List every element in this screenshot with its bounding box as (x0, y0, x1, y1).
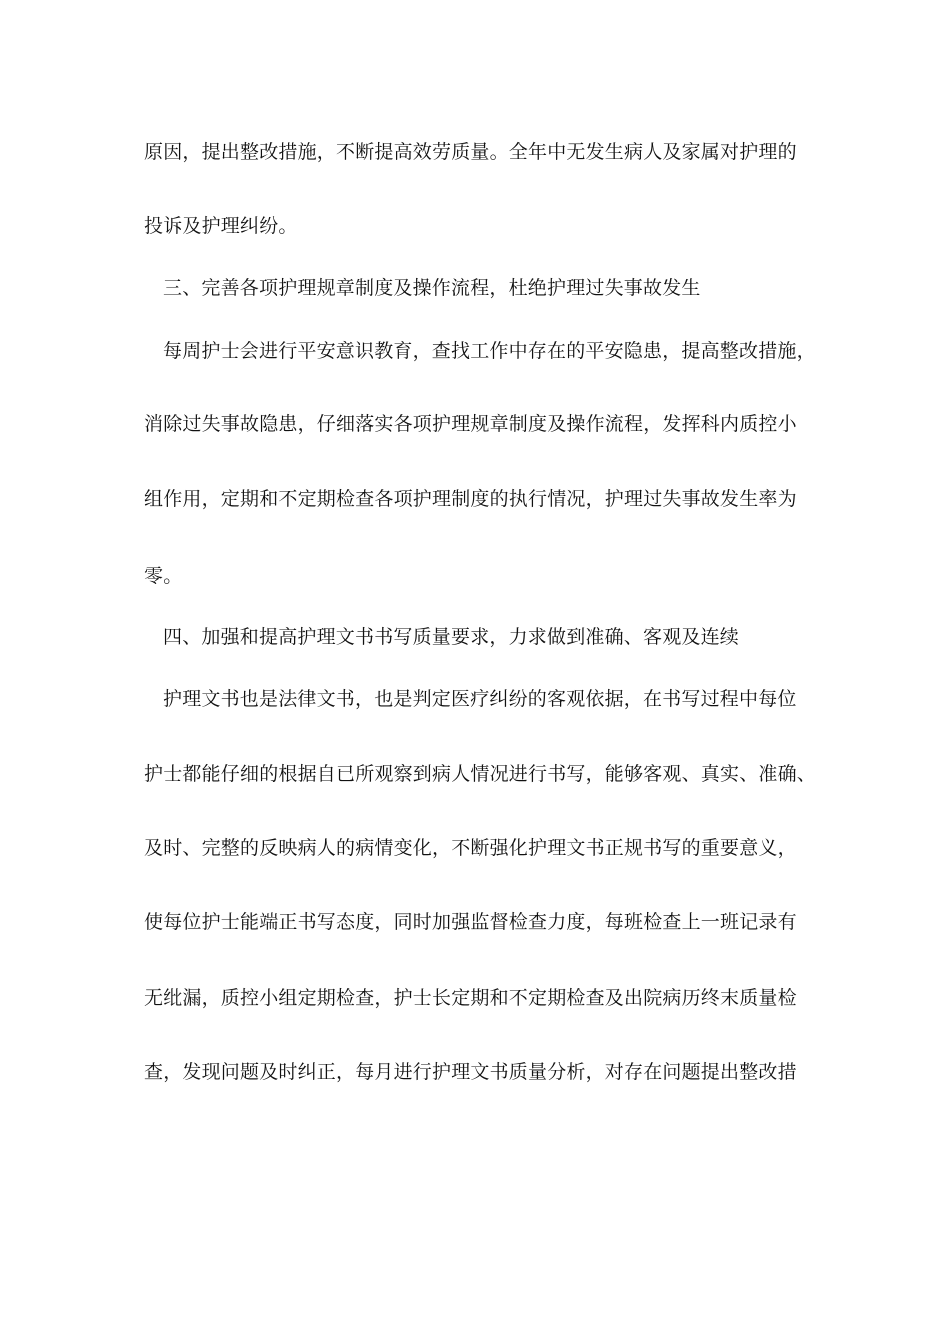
section-heading-3: 三、完善各项护理规章制度及操作流程，杜绝护理过失事故发生 (163, 277, 701, 299)
paragraph-line: 护士都能仔细的根据自已所观察到病人情况进行书写，能够客观、真实、准确、 (144, 763, 817, 785)
paragraph-line: 查，发现问题及时纠正，每月进行护理文书质量分析，对存在问题提出整改措 (144, 1061, 797, 1083)
paragraph-line: 护理文书也是法律文书，也是判定医疗纠纷的客观依据，在书写过程中每位 (163, 688, 797, 710)
paragraph-line: 使每位护士能端正书写态度，同时加强监督检查力度，每班检查上一班记录有 (144, 911, 797, 933)
paragraph-line: 及时、完整的反映病人的病情变化，不断强化护理文书正规书写的重要意义， (144, 837, 797, 859)
paragraph-line: 组作用，定期和不定期检查各项护理制度的执行情况，护理过失事故发生率为 (144, 488, 797, 510)
paragraph-line: 零。 (144, 565, 183, 587)
paragraph-line: 每周护士会进行平安意识教育，查找工作中存在的平安隐患，提高整改措施， (163, 340, 816, 362)
paragraph-line: 原因，提出整改措施，不断提高效劳质量。全年中无发生病人及家属对护理的 (144, 141, 797, 163)
section-heading-4: 四、加强和提高护理文书书写质量要求，力求做到准确、客观及连续 (163, 626, 740, 648)
paragraph-line: 无纰漏，质控小组定期检查，护士长定期和不定期检查及出院病历终末质量检 (144, 987, 797, 1009)
paragraph-line: 投诉及护理纠纷。 (144, 215, 298, 237)
paragraph-line: 消除过失事故隐患，仔细落实各项护理规章制度及操作流程，发挥科内质控小 (144, 413, 797, 435)
